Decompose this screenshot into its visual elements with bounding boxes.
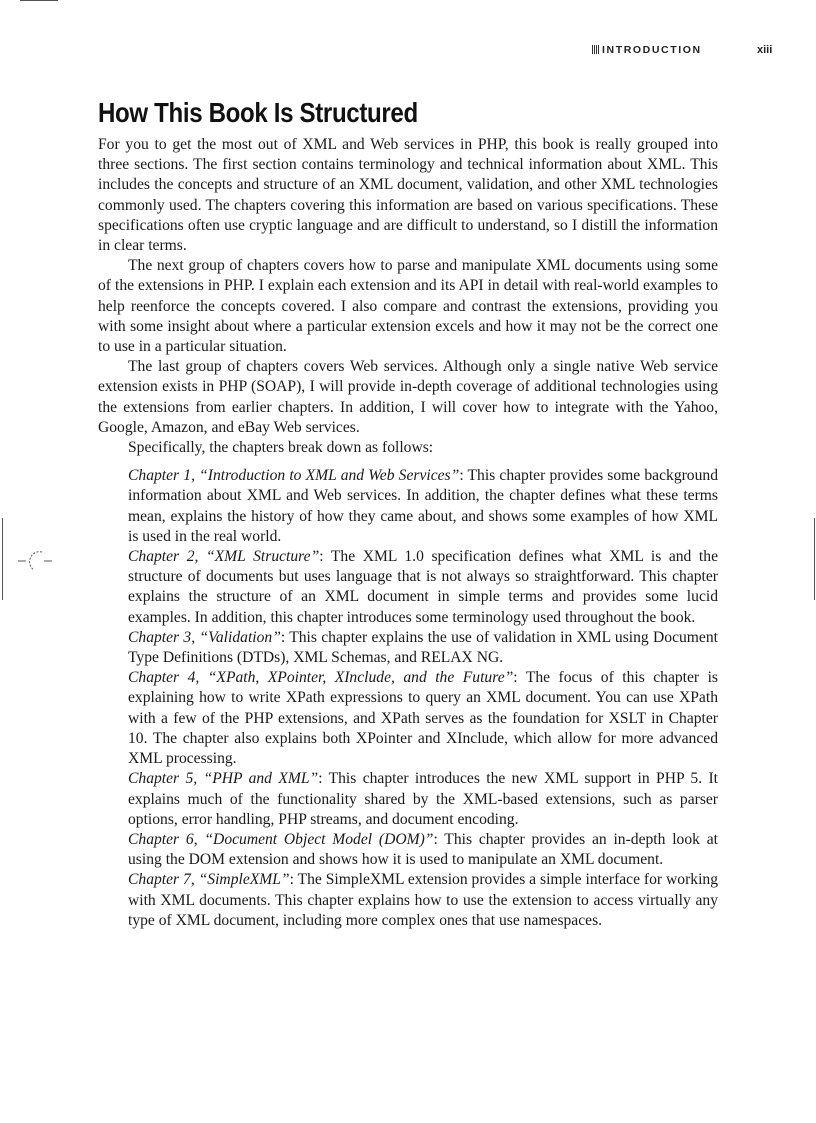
crop-mark-left bbox=[2, 518, 3, 600]
chapter-title: Chapter 2, “XML Structure” bbox=[128, 548, 320, 566]
chapter-title: Chapter 1, “Introduction to XML and Web Services” bbox=[128, 467, 460, 485]
chapter-description: : The XML 1.0 specification defines what XML is and the structure of documents but uses language that is not always so straightforward. This chapter explains the structure of an XML document in simple terms and provides some lucid examples. In addition, this chapter introduces some terminology used throughout the book. bbox=[128, 548, 718, 626]
running-head bbox=[592, 44, 702, 56]
running-head-label: INTRODUCTION bbox=[602, 44, 702, 56]
chapter-title: Chapter 7, “SimpleXML” bbox=[128, 871, 290, 889]
chapter-description: : This chapter explains the use of validation in XML using Document Type Definitions (DTDs), XML Schemas, and RELAX NG. bbox=[128, 628, 718, 667]
chapter-description: : This chapter provides some background information about XML and Web services. In addition, the chapter defines what these terms mean, explains the history of how they came about, and shows some examples of how XML is used in the real world. bbox=[128, 467, 718, 545]
chapter-entry bbox=[128, 870, 718, 931]
chapter-description: : The SimpleXML extension provides a simple interface for working with XML documents. This chapter explains how to use the extension to access virtually any type of XML document, including more complex ones that use namespaces. bbox=[128, 871, 718, 929]
registration-mark-icon bbox=[18, 548, 62, 574]
paragraph: The last group of chapters covers Web services. Although only a single native Web service extension exists in PHP (SOAP), I will provide in-depth coverage of additional technologies using the extensions from earlier chapters. In addition, I will cover how to integrate with the Yahoo, Google, Amazon, and eBay Web services. bbox=[98, 358, 718, 436]
page-number: xiii bbox=[757, 44, 773, 56]
body-text bbox=[98, 135, 718, 931]
chapter-entry bbox=[128, 830, 718, 870]
chapter-description: : The focus of this chapter is explaining how to write XPath expressions to query an XML document. You can use XPath with a few of the PHP extensions, and XPath serves as the foundation for XSLT in Chapter 10. The chapter also explains both XPointer and XInclude, which allow for more advanced XML processing. bbox=[128, 669, 719, 768]
chapter-entry bbox=[128, 628, 718, 668]
chapter-title: Chapter 5, “PHP and XML” bbox=[128, 770, 319, 788]
crop-mark-top bbox=[20, 0, 58, 3]
section-marker-icon bbox=[592, 45, 600, 54]
section-heading: How This Book Is Structured bbox=[98, 97, 418, 128]
chapter-title: Chapter 6, “Document Object Model (DOM)” bbox=[128, 830, 434, 848]
chapter-description: : This chapter introduces the new XML support in PHP 5. It explains much of the functionality shared by the XML-based extensions, such as parser options, error handling, PHP streams, and document encoding. bbox=[128, 770, 719, 828]
chapter-entry bbox=[128, 466, 718, 547]
paragraph: The next group of chapters covers how to parse and manipulate XML documents using some of the extensions in PHP. I explain each extension and its API in detail with real-world examples to help reenforce the concepts covered. I also compare and contrast the extensions, providing you with some insight about where a particular extension excels and how it may not be the correct one to use in a particular situation. bbox=[98, 257, 718, 356]
chapter-entry bbox=[128, 769, 718, 830]
paragraph: For you to get the most out of XML and Web services in PHP, this book is really grouped into three sections. The first section contains terminology and technical information about XML. This includes the concepts and structure of an XML document, validation, and other XML technologies commonly used. The chapters covering this information are based on various specifications. These specifications often use cryptic language and are difficult to understand, so I distill the information in clear terms. bbox=[98, 136, 718, 255]
chapter-entry bbox=[128, 668, 718, 769]
chapter-description: : This chapter provides an in-depth look at using the DOM extension and shows how it is used to manipulate an XML document. bbox=[128, 830, 718, 869]
chapter-entry bbox=[128, 547, 718, 628]
chapter-list bbox=[98, 466, 718, 931]
chapter-title: Chapter 4, “XPath, XPointer, XInclude, and the Future” bbox=[128, 669, 514, 687]
chapter-title: Chapter 3, “Validation” bbox=[128, 628, 281, 646]
paragraph: Specifically, the chapters break down as follows: bbox=[128, 439, 434, 457]
crop-mark-right bbox=[814, 518, 815, 600]
